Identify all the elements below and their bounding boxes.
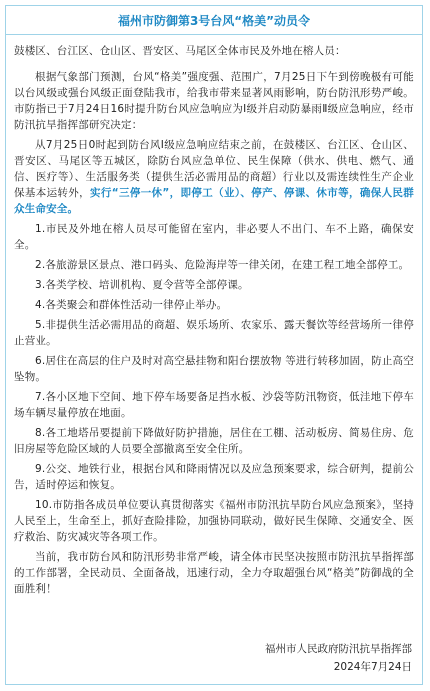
signature-date: 2024年7月24日 [333,661,412,673]
list-item-9: 9.公交、地铁行业，根据台风和降雨情况以及应急预案要求，综合研判，提前公告，适时停运和恢复。 [14,463,414,491]
closing-paragraph: 当前，我市防台风和防汛形势非常严峻，请全体市民坚决按照市防汛抗旱指挥部的工作部署，全民动员、全面备战，迅速行动，全力夺取超强台风“格美”防御战的全面胜利！ [14,551,414,595]
signature-block [265,640,412,676]
list-item-6: 6.居住在高层的住户及时对高空悬挂物和阳台摆放物 等进行转移加固，防止高空坠物。 [14,355,414,383]
signature-org: 福州市人民政府防汛抗旱指挥部 [265,643,412,655]
document-title-text: 福州市防御第3号台风“格美”动员令 [117,13,311,28]
list-item-7: 7.各小区地下空间、地下停车场要备足挡水板、沙袋等防汛物资，低洼地下停车场车辆尽量停放在地面。 [14,391,414,419]
document-frame [5,5,423,685]
list-item-2: 2.各旅游景区景点、港口码头、危险海岸等一律关闭，在建工程工地全部停工。 [35,259,410,271]
list-item-3: 3.各类学校、培训机构、夏令营等全部停课。 [35,279,249,291]
document-title [6,6,422,35]
list-item-5: 5.非提供生活必需用品的商超、娱乐场所、农家乐、露天餐饮等经营场所一律停止营业。 [14,319,414,347]
decision-text: 从7月25日0时起到防台风Ⅰ级应急响应结束之前，在鼓楼区、台江区、仓山区、晋安区、马尾区等五城区，除防台风应急单位、民生保障（供水、供电、燃气、通信、医疗等）、生活服务类（提供生活必需用品的商超）行业以及需连续性生产企业保基本运转外， [14,139,414,199]
list-item-10: 10.市防指各成员单位要认真贯彻落实《福州市防汛抗旱防台风应急预案》，坚持人民至上，生命至上，抓好查险排险，加强协同联动，做好民生保障、交通安全、医疗救治、防灾减灾等各项工作。 [14,499,414,543]
document-body [6,35,422,597]
salutation: 鼓楼区、台江区、仓山区、晋安区、马尾区全体市民及外地在榕人员： [14,45,346,57]
decision-paragraph [14,137,414,217]
intro-paragraph: 根据气象部门预测，台风“格美”强度强、范围广，7月25日下午到傍晚极有可能以台风级或强台风级正面登陆我市，给我市带来显著风雨影响，防台防汛形势严峻。市防指已于7月24日16时提升防台风应急响应为Ⅰ级并启动防暴雨Ⅱ级应急响应，经市防汛抗旱指挥部研究决定： [14,71,414,131]
list-item-4: 4.各类聚会和群体性活动一律停止举办。 [35,299,228,311]
decision-highlight: 实行“三停一休”，即停工（业）、停产、停课、休市等，确保人民群众生命安全。 [14,187,414,215]
list-item-8: 8.各工地塔吊要提前下降做好防护措施，居住在工棚、活动板房、简易住房、危旧房屋等危险区域的人员要全部撤离至安全住所。 [14,427,414,455]
list-item-1: 1.市民及外地在榕人员尽可能留在室内，非必要人不出门、车不上路，确保安全。 [14,223,414,251]
